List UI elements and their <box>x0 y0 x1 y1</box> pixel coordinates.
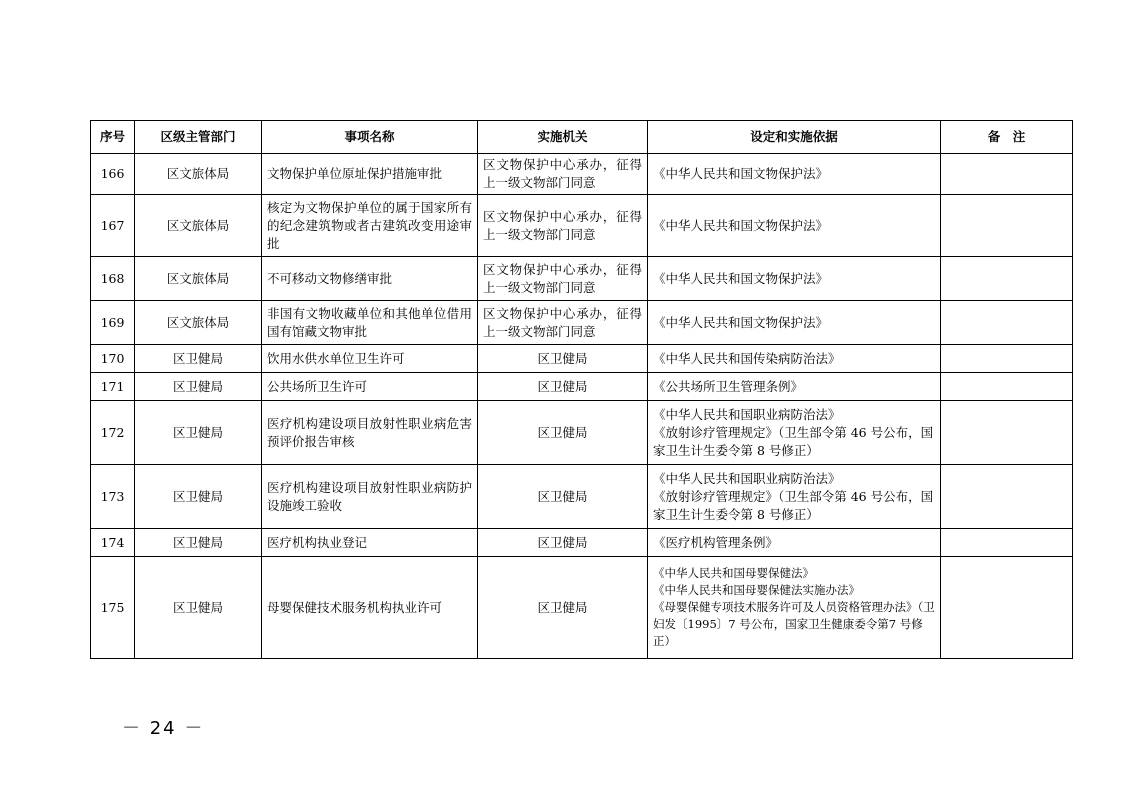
row-no: 166 <box>91 154 135 195</box>
header-item: 事项名称 <box>262 121 478 154</box>
basis-line: 《中华人民共和国职业病防治法》 <box>653 406 841 422</box>
row-basis <box>648 401 941 465</box>
row-no: 167 <box>91 195 135 257</box>
row-note <box>941 154 1073 195</box>
table-row <box>91 465 1073 529</box>
row-note <box>941 557 1073 659</box>
row-no: 174 <box>91 529 135 557</box>
row-no: 169 <box>91 301 135 345</box>
table-row <box>91 154 1073 195</box>
row-note <box>941 465 1073 529</box>
table-row <box>91 373 1073 401</box>
row-dept: 区文旅体局 <box>135 257 262 301</box>
row-dept: 区卫健局 <box>135 529 262 557</box>
row-item: 公共场所卫生许可 <box>262 373 478 401</box>
basis-line: 《放射诊疗管理规定》（卫生部令第 46 号公布，国家卫生计生委令第 8 号修正） <box>653 424 934 458</box>
row-note <box>941 301 1073 345</box>
row-item: 非国有文物收藏单位和其他单位借用国有馆藏文物审批 <box>262 301 478 345</box>
row-dept: 区卫健局 <box>135 557 262 659</box>
row-dept: 区文旅体局 <box>135 301 262 345</box>
basis-line: 《母婴保健专项技术服务许可及人员资格管理办法》（卫妇发〔1995〕7 号公布，国家卫生健康委令第7 号修正） <box>653 600 935 648</box>
row-item: 文物保护单位原址保护措施审批 <box>262 154 478 195</box>
basis-line: 《公共场所卫生管理条例》 <box>653 378 804 394</box>
table-row <box>91 401 1073 465</box>
row-no: 172 <box>91 401 135 465</box>
row-item: 母婴保健技术服务机构执业许可 <box>262 557 478 659</box>
row-note <box>941 529 1073 557</box>
table-row <box>91 301 1073 345</box>
basis-line: 《中华人民共和国母婴保健法》 <box>653 566 814 580</box>
row-no: 170 <box>91 345 135 373</box>
row-basis <box>648 345 941 373</box>
basis-line: 《中华人民共和国文物保护法》 <box>653 217 829 233</box>
row-note <box>941 195 1073 257</box>
row-note <box>941 345 1073 373</box>
row-basis <box>648 529 941 557</box>
approval-items-table <box>90 120 1073 659</box>
row-item: 不可移动文物修缮审批 <box>262 257 478 301</box>
row-dept: 区卫健局 <box>135 401 262 465</box>
table-row <box>91 529 1073 557</box>
table-row <box>91 557 1073 659</box>
row-item: 医疗机构建设项目放射性职业病危害预评价报告审核 <box>262 401 478 465</box>
basis-line: 《中华人民共和国母婴保健法实施办法》 <box>653 583 860 597</box>
basis-line: 《放射诊疗管理规定》（卫生部令第 46 号公布，国家卫生计生委令第 8 号修正） <box>653 488 934 522</box>
row-item: 医疗机构建设项目放射性职业病防护设施竣工验收 <box>262 465 478 529</box>
header-no: 序号 <box>91 121 135 154</box>
header-basis: 设定和实施依据 <box>648 121 941 154</box>
row-basis <box>648 301 941 345</box>
row-no: 168 <box>91 257 135 301</box>
row-basis <box>648 557 941 659</box>
row-dept: 区文旅体局 <box>135 154 262 195</box>
row-agency: 区卫健局 <box>478 529 648 557</box>
basis-line: 《中华人民共和国文物保护法》 <box>653 166 829 181</box>
row-dept: 区卫健局 <box>135 373 262 401</box>
row-item: 核定为文物保护单位的属于国家所有的纪念建筑物或者古建筑改变用途审批 <box>262 195 478 257</box>
page-number: － 24 － <box>122 718 205 739</box>
row-agency: 区卫健局 <box>478 401 648 465</box>
table-row <box>91 345 1073 373</box>
header-dept: 区级主管部门 <box>135 121 262 154</box>
row-agency: 区卫健局 <box>478 345 648 373</box>
table-header-row <box>91 121 1073 154</box>
row-no: 171 <box>91 373 135 401</box>
row-agency: 区卫健局 <box>478 373 648 401</box>
row-dept: 区卫健局 <box>135 465 262 529</box>
row-basis <box>648 195 941 257</box>
row-agency: 区文物保护中心承办，征得上一级文物部门同意 <box>478 195 648 257</box>
row-agency: 区卫健局 <box>478 557 648 659</box>
row-note <box>941 257 1073 301</box>
header-note: 备 注 <box>941 121 1073 154</box>
basis-line: 《中华人民共和国文物保护法》 <box>653 314 829 330</box>
row-item: 医疗机构执业登记 <box>262 529 478 557</box>
row-basis <box>648 257 941 301</box>
row-agency: 区文物保护中心承办，征得上一级文物部门同意 <box>478 154 648 195</box>
row-note <box>941 401 1073 465</box>
row-agency: 区文物保护中心承办，征得上一级文物部门同意 <box>478 257 648 301</box>
basis-line: 《中华人民共和国职业病防治法》 <box>653 470 841 486</box>
basis-line: 《医疗机构管理条例》 <box>653 534 779 550</box>
row-no: 175 <box>91 557 135 659</box>
row-dept: 区文旅体局 <box>135 195 262 257</box>
table-row <box>91 195 1073 257</box>
row-item: 饮用水供水单位卫生许可 <box>262 345 478 373</box>
basis-line: 《中华人民共和国文物保护法》 <box>653 270 829 286</box>
basis-line: 《中华人民共和国传染病防治法》 <box>653 350 841 366</box>
row-no: 173 <box>91 465 135 529</box>
header-agency: 实施机关 <box>478 121 648 154</box>
row-basis <box>648 465 941 529</box>
row-note <box>941 373 1073 401</box>
row-dept: 区卫健局 <box>135 345 262 373</box>
row-basis <box>648 154 941 195</box>
row-agency: 区文物保护中心承办，征得上一级文物部门同意 <box>478 301 648 345</box>
row-agency: 区卫健局 <box>478 465 648 529</box>
table-row <box>91 257 1073 301</box>
row-basis <box>648 373 941 401</box>
